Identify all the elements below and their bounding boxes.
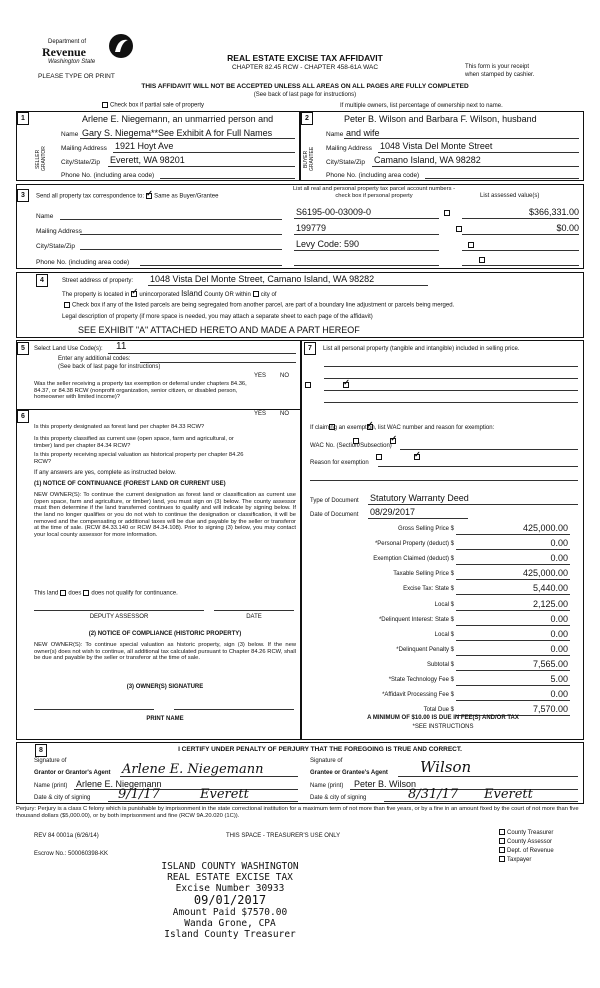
grantee-date-label: Date & city of signing bbox=[310, 795, 367, 801]
calc-label-7: Local $ bbox=[434, 632, 454, 638]
s3-phone-label: Phone No. (including area code) bbox=[36, 259, 130, 266]
seller-mailing[interactable]: 1921 Hoyt Ave bbox=[115, 141, 174, 151]
calc-label-9: Subtotal $ bbox=[426, 662, 454, 668]
calc-label-5: Local $ bbox=[434, 602, 454, 608]
calc-value-8[interactable]: 0.00 bbox=[550, 644, 568, 654]
grantor-signature[interactable]: Arlene E. Niegemann bbox=[122, 762, 264, 777]
warning: THIS AFFIDAVIT WILL NOT BE ACCEPTED UNLESS ALL AREAS ON ALL PAGES ARE FULLY COMPLETED bbox=[141, 83, 469, 90]
section-7-number: 7 bbox=[304, 342, 316, 355]
parcel-2-personal-checkbox[interactable] bbox=[456, 226, 462, 232]
calc-label-4: Excise Tax: State $ bbox=[403, 586, 454, 592]
additional-codes-label: Enter any additional codes: bbox=[58, 356, 131, 362]
check-county-treasurer[interactable]: County Treasurer bbox=[497, 829, 554, 838]
calc-value-9[interactable]: 7,565.00 bbox=[532, 659, 568, 669]
seller-side-label: SELLER GRANTOR bbox=[35, 146, 47, 172]
doc-date[interactable]: 08/29/2017 bbox=[370, 507, 416, 517]
land-qualify: This land does does not qualify for continuance. bbox=[34, 590, 178, 597]
parcel-4-personal-checkbox[interactable] bbox=[479, 257, 485, 263]
stamp-line-7: Island County Treasurer bbox=[164, 929, 296, 940]
s6-q3: Is this property receiving special valuation as historical property per chapter 84.26 RCW? bbox=[34, 452, 244, 465]
section-1-number: 1 bbox=[17, 112, 29, 125]
check-county-assessor[interactable]: County Assessor bbox=[497, 838, 554, 847]
seller-name-label: Name bbox=[61, 131, 79, 138]
stamp-line-3: Excise Number 30933 bbox=[175, 883, 285, 894]
buyer-city-label: City/State/Zip bbox=[326, 159, 366, 166]
calc-label-12: Total Due $ bbox=[423, 707, 454, 713]
escrow-number: Escrow No.: 500060398-KK bbox=[34, 851, 109, 857]
stamp-line-1: ISLAND COUNTY WASHINGTON bbox=[161, 861, 299, 872]
s3-mailing-label: Mailing Address bbox=[36, 228, 82, 235]
section-8-number: 8 bbox=[35, 744, 47, 757]
calc-value-10[interactable]: 5.00 bbox=[550, 674, 568, 684]
s6-yes-header: YES bbox=[254, 411, 267, 417]
deputy-assessor-label: DEPUTY ASSESSOR bbox=[89, 614, 149, 620]
buyer-city[interactable]: Camano Island, WA 98282 bbox=[374, 155, 481, 165]
grantee-agent-label: Grantee or Grantee's Agent bbox=[310, 770, 388, 776]
stamp-line-4: 09/01/2017 bbox=[193, 893, 267, 907]
calc-value-6[interactable]: 0.00 bbox=[550, 614, 568, 624]
calc-value-1[interactable]: 0.00 bbox=[550, 538, 568, 548]
buyer-phone-label: Phone No. (including area code) bbox=[326, 172, 420, 179]
form-title: REAL ESTATE EXCISE TAX AFFIDAVIT bbox=[227, 53, 383, 63]
calc-label-8: *Delinquent Penalty $ bbox=[396, 647, 454, 653]
section-5-number: 5 bbox=[17, 342, 29, 355]
calc-label-0: Gross Selling Price $ bbox=[397, 526, 454, 532]
buyer-name-line1: Peter B. Wilson and Barbara F. Wilson, husband bbox=[344, 114, 537, 124]
grantee-date[interactable]: 8/31/17 bbox=[408, 787, 459, 802]
send-correspondence: Send all property tax correspondence to:✓ Same as Buyer/Grantee bbox=[36, 193, 218, 200]
seller-city[interactable]: Everett, WA 98201 bbox=[110, 155, 185, 165]
notice1-body: NEW OWNER(S): To continue the current designation as forest land or classification as current use (open space, farm and agriculture, or timber) land, you must sign on (3) below. The county assessor must then determine if the land transferred continues to qualify and will indicate by signing below. If the land no longer qualifies or you do not wish to continue the designation or classification, it will be removed and the compensating or additional taxes will be due and payable by the seller or transferor at the time of sale. (RCW 84.33.140 or RCW 84.34.108). Prior to signing (3) below, you may contact your local county assessor for more information. bbox=[34, 492, 296, 538]
calc-value-4[interactable]: 5,440.00 bbox=[532, 583, 568, 593]
seller-name-line2[interactable]: Gary S. Niegema**See Exhibit A for Full Names bbox=[82, 128, 273, 138]
exhibit-reference: SEE EXHIBIT "A" ATTACHED HERETO AND MADE A PART HEREOF bbox=[78, 325, 360, 335]
buyer-side-label: BUYER GRANTEE bbox=[303, 146, 315, 172]
calc-value-7[interactable]: 0.00 bbox=[550, 629, 568, 639]
receipt-note2: when stamped by cashier. bbox=[465, 72, 535, 78]
calc-label-10: *State Technology Fee $ bbox=[388, 677, 454, 683]
calc-label-3: Taxable Selling Price $ bbox=[393, 571, 454, 577]
calc-label-11: *Affidavit Processing Fee $ bbox=[382, 692, 454, 698]
section-6-number: 6 bbox=[17, 410, 29, 423]
grantee-sig-of: Signature of bbox=[310, 758, 343, 764]
multiple-owners: If multiple owners, list percentage of ownership next to name. bbox=[340, 103, 503, 109]
grantor-city[interactable]: Everett bbox=[200, 787, 249, 802]
notice1-title: (1) NOTICE OF CONTINUANCE (FOREST LAND OR CURRENT USE) bbox=[34, 481, 226, 487]
parcel-1-personal-checkbox[interactable] bbox=[444, 210, 450, 216]
city-of-checkbox[interactable] bbox=[253, 291, 259, 297]
street-label: Street address of property: bbox=[62, 278, 134, 284]
grantee-name[interactable]: Peter B. Wilson bbox=[354, 779, 417, 789]
receipt-note1: This form is your receipt bbox=[465, 64, 530, 70]
calc-value-3[interactable]: 425,000.00 bbox=[522, 568, 568, 578]
parcel-header: List all real and personal property tax parcel account numbers - check box if personal property bbox=[292, 186, 456, 199]
deputy-date-label: DATE bbox=[246, 614, 262, 620]
treasurer-use-label: THIS SPACE - TREASURER'S USE ONLY bbox=[226, 833, 341, 839]
seller-phone-label: Phone No. (including area code) bbox=[61, 172, 155, 179]
see-back-label: (See back of last page for instructions) bbox=[58, 364, 161, 370]
parcel-3[interactable]: Levy Code: 590 bbox=[296, 239, 360, 249]
calc-label-6: *Delinquent Interest: State $ bbox=[378, 617, 454, 623]
s5-no-header: NO bbox=[280, 373, 289, 379]
notice2-title: (2) NOTICE OF COMPLIANCE (HISTORIC PROPERTY) bbox=[88, 631, 242, 637]
county-name: Island bbox=[181, 289, 203, 298]
assessed-1[interactable]: $366,331.00 bbox=[528, 207, 579, 217]
land-use-label: Select Land Use Code(s): bbox=[34, 346, 103, 352]
grantor-name-label: Name (print) bbox=[34, 783, 68, 789]
grantor-date[interactable]: 9/1/17 bbox=[118, 787, 160, 802]
please-type: PLEASE TYPE OR PRINT bbox=[38, 73, 115, 80]
dor-emblem-icon bbox=[108, 32, 134, 60]
notice2-body: NEW OWNER(S): To continue special valuation as historic property, sign (3) below. If the new owner(s) does not wish to continue, all additional tax calculated pursuant to Chapter 84.26 RCW, shall be due and payable by the seller or transferor at the time of sale. bbox=[34, 642, 296, 662]
stamp-line-5: Amount Paid $7570.00 bbox=[172, 907, 288, 918]
section-2-number: 2 bbox=[301, 112, 313, 125]
exemption-label: If claiming an exemption, list WAC number and reason for exemption: bbox=[310, 425, 495, 431]
boundary-note: Check box if any of the listed parcels are being segregated from another parcel, are part of a boundary line adjustment or parcels being merged. bbox=[62, 302, 454, 309]
stamp-line-2: REAL ESTATE EXCISE TAX bbox=[167, 872, 293, 883]
street-address[interactable]: 1048 Vista Del Monte Street, Camano Island, WA 98282 bbox=[150, 274, 375, 284]
calc-label-2: Exemption Claimed (deduct) $ bbox=[373, 556, 454, 562]
doc-date-label: Date of Document bbox=[310, 512, 359, 518]
land-use-code[interactable]: 11 bbox=[116, 341, 127, 352]
buyer-name-line2[interactable]: and wife bbox=[346, 128, 380, 138]
treasurer-stamp bbox=[130, 861, 330, 940]
same-as-buyer-checkbox[interactable] bbox=[146, 193, 152, 199]
parcel-2[interactable]: 199779 bbox=[296, 223, 327, 233]
calc-value-5[interactable]: 2,125.00 bbox=[532, 599, 568, 609]
dept-line1: Department of bbox=[48, 39, 87, 45]
seller-city-label: City/State/Zip bbox=[61, 159, 101, 166]
s5-question: Was the seller receiving a property tax exemption or deferral under chapters 84.36, 84.37, or 84.38 RCW (nonprofit organization, senior citizen, or disabled person, homeowner with limited income)? bbox=[34, 381, 247, 401]
assessed-header: List assessed value(s) bbox=[480, 193, 540, 199]
buyer-mailing-label: Mailing Address bbox=[326, 145, 372, 152]
grantor-date-label: Date & city of signing bbox=[34, 795, 91, 801]
grantee-signature[interactable]: Wilson bbox=[420, 758, 472, 776]
form-chapter: CHAPTER 82.45 RCW - CHAPTER 458-61A WAC bbox=[231, 64, 379, 71]
buyer-mailing[interactable]: 1048 Vista Del Monte Street bbox=[380, 141, 493, 151]
section-3-number: 3 bbox=[17, 189, 29, 202]
seller-mailing-label: Mailing Address bbox=[61, 145, 107, 152]
calc-value-11[interactable]: 0.00 bbox=[550, 689, 568, 699]
s6-no-header: NO bbox=[280, 411, 289, 417]
minimum-fee-note: A MINIMUM OF $10.00 IS DUE IN FEE(S) AND/OR TAX bbox=[367, 715, 519, 721]
s6-if-yes: If any answers are yes, complete as instructed below. bbox=[34, 470, 177, 476]
parcel-3-personal-checkbox[interactable] bbox=[468, 242, 474, 248]
stamp-line-6: Wanda Grone, CPA bbox=[184, 918, 276, 929]
dor-logo bbox=[36, 32, 136, 72]
s3-city-label: City/State/Zip bbox=[36, 243, 76, 250]
certify-statement: I CERTIFY UNDER PENALTY OF PERJURY THAT THE FOREGOING IS TRUE AND CORRECT. bbox=[178, 746, 462, 753]
seller-name-line1: Arlene E. Niegemann, an unmarried person and bbox=[82, 114, 274, 124]
s3-name-label: Name bbox=[36, 213, 54, 220]
instructions-note: (See back of last page for instructions) bbox=[253, 92, 357, 98]
s5-yes-header: YES bbox=[254, 373, 267, 379]
grantor-name[interactable]: Arlene E. Niegemann bbox=[76, 779, 162, 789]
see-instructions-note: *SEE INSTRUCTIONS bbox=[412, 724, 474, 730]
buyer-name-label: Name bbox=[326, 131, 344, 138]
reason-label: Reason for exemption bbox=[310, 460, 369, 466]
check-taxpayer[interactable]: Taxpayer bbox=[497, 856, 554, 865]
calc-value-0[interactable]: 425,000.00 bbox=[522, 523, 568, 533]
unincorporated-checkbox[interactable] bbox=[131, 291, 137, 297]
grantee-city[interactable]: Everett bbox=[484, 787, 533, 802]
partial-sale: Check box if partial sale of property bbox=[100, 102, 204, 109]
land-does-checkbox[interactable] bbox=[60, 590, 66, 596]
distribution-checks bbox=[497, 829, 554, 865]
grantor-sig-of: Signature of bbox=[34, 758, 67, 764]
parcel-1[interactable]: S6195-00-03009-0 bbox=[296, 207, 372, 217]
wac-label: WAC No. (Section/Subsection) bbox=[310, 443, 392, 449]
land-does-not-checkbox[interactable] bbox=[83, 590, 89, 596]
partial-sale-checkbox[interactable] bbox=[102, 102, 108, 108]
personal-property-label: List all personal property (tangible and intangible) included in selling price. bbox=[323, 346, 520, 352]
rev-number: REV 84 0001a (6/26/14) bbox=[34, 833, 99, 839]
calc-label-1: *Personal Property (deduct) $ bbox=[374, 541, 454, 547]
check-dept-revenue[interactable]: Dept. of Revenue bbox=[497, 847, 554, 856]
grantor-agent-label: Grantor or Grantor's Agent bbox=[34, 770, 111, 776]
boundary-checkbox[interactable] bbox=[64, 302, 70, 308]
print-name-label: PRINT NAME bbox=[146, 716, 184, 722]
doc-type[interactable]: Statutory Warranty Deed bbox=[370, 493, 469, 503]
owner-signature-label: (3) OWNER(S) SIGNATURE bbox=[126, 684, 204, 690]
assessed-2[interactable]: $0.00 bbox=[556, 223, 579, 233]
dept-line2: Revenue bbox=[42, 45, 86, 59]
located-in: The property is located in✓ unincorporated Island County OR within city of bbox=[62, 289, 276, 299]
dept-line3: Washington State bbox=[48, 59, 96, 65]
s6-q2: Is this property classified as current use (open space, farm and agricultural, or timber) land per chapter 84.34 RCW? bbox=[34, 436, 234, 449]
s6-q1: Is this property designated as forest land per chapter 84.33 RCW? bbox=[34, 424, 205, 430]
legal-description-label: Legal description of property (if more space is needed, you may attach a separate sheet to each page of the affidavit) bbox=[62, 314, 373, 320]
perjury-statement: Perjury: Perjury is a class C felony which is punishable by imprisonment in the state correctional institution for a maximum term of not more than five years, or by a fine in an amount fixed by the court of not more than five thousand dollars ($5,000.00), or by both imprisonment and fine (RCW 9A.20.020 (1C)). bbox=[16, 806, 579, 819]
doc-type-label: Type of Document bbox=[310, 498, 359, 504]
calc-value-2[interactable]: 0.00 bbox=[550, 553, 568, 563]
calc-value-12[interactable]: 7,570.00 bbox=[532, 704, 568, 714]
section-4-number: 4 bbox=[36, 274, 48, 287]
grantee-name-label: Name (print) bbox=[310, 783, 344, 789]
